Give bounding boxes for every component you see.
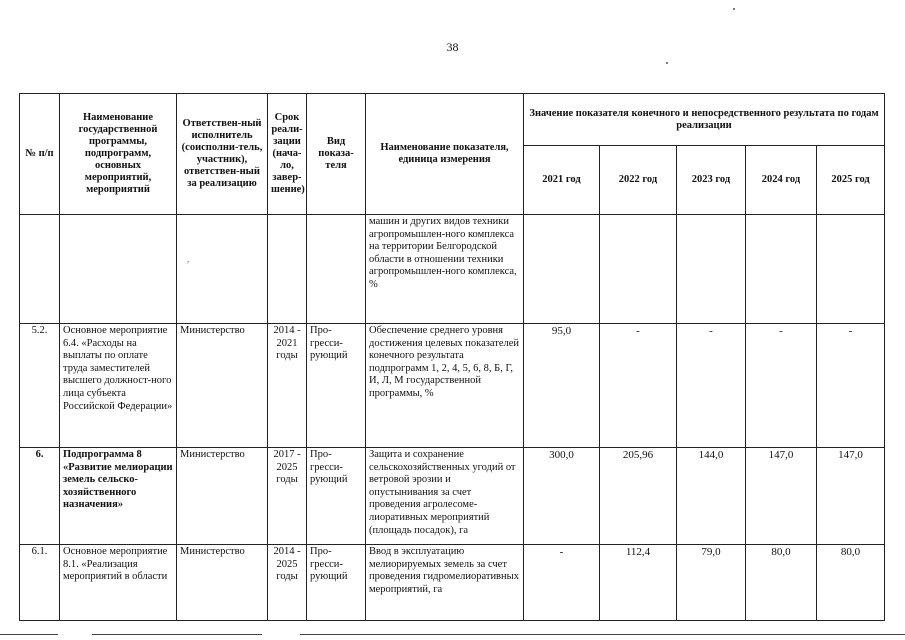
cell-value-2022 xyxy=(600,215,677,324)
header-indicator: Наименование показателя, единица измерения xyxy=(366,94,524,215)
cell-type: Про-гресси-рующий xyxy=(307,448,366,545)
header-type: Вид показа-теля xyxy=(307,94,366,215)
scan-edge-line xyxy=(300,634,905,635)
cell-num: 6.1. xyxy=(20,545,60,621)
cell-term: 2014 - 2025 годы xyxy=(268,545,307,621)
cell-indicator: Ввод в эксплуатацию мелиорируемых земель за счет проведения гидромелиоративных мероприятий, га xyxy=(366,545,524,621)
page-number: 38 xyxy=(446,40,459,54)
cell-num: 5.2. xyxy=(20,324,60,448)
cell-num: 6. xyxy=(20,448,60,545)
header-year-2025: 2025 год xyxy=(817,146,885,215)
scan-edge-line xyxy=(0,634,58,635)
header-num: № п/п xyxy=(20,94,60,215)
scan-speck xyxy=(733,8,735,10)
indicator-table xyxy=(19,93,885,621)
cell-value-2024: 147,0 xyxy=(746,448,817,545)
cell-executor: Министерство xyxy=(177,324,268,448)
table-row xyxy=(20,448,885,545)
header-values-group: Значение показателя конечного и непосредственного результата по годам реализации xyxy=(524,94,885,146)
cell-term: 2017 - 2025 годы xyxy=(268,448,307,545)
cell-value-2024: - xyxy=(746,324,817,448)
cell-executor: Министерство xyxy=(177,448,268,545)
cell-term: 2014 - 2021 годы xyxy=(268,324,307,448)
cell-type xyxy=(307,215,366,324)
table-header-row xyxy=(20,94,885,146)
cell-indicator: машин и других видов техники агропромышлен-ного комплекса на территории Белгородской области в отношении техники агропромышлен-ного комплекса, % xyxy=(366,215,524,324)
cell-name: Подпрограмма 8 «Развитие мелиорации земель сельско-хозяйственного назначения» xyxy=(60,448,177,545)
cell-value-2023: 144,0 xyxy=(677,448,746,545)
cell-value-2021 xyxy=(524,215,600,324)
scan-mark: , xyxy=(187,254,190,264)
cell-executor xyxy=(177,215,268,324)
cell-term xyxy=(268,215,307,324)
header-year-2023: 2023 год xyxy=(677,146,746,215)
cell-value-2022: - xyxy=(600,324,677,448)
cell-name: Основное мероприятие 8.1. «Реализация мероприятий в области xyxy=(60,545,177,621)
cell-value-2025: - xyxy=(817,324,885,448)
header-term: Срок реали-зации (нача-ло, завер-шение) xyxy=(268,94,307,215)
cell-value-2021: 95,0 xyxy=(524,324,600,448)
cell-indicator: Обеспечение среднего уровня достижения целевых показателей конечного результата подпрограмм 1, 2, 4, 5, 6, 8, Б, Г, И, Л, М государственной программы, % xyxy=(366,324,524,448)
cell-value-2024: 80,0 xyxy=(746,545,817,621)
cell-value-2025 xyxy=(817,215,885,324)
cell-name: Основное мероприятие 6.4. «Расходы на выплаты по оплате труда заместителей высшего должност-ного лица субъекта Российской Федерации» xyxy=(60,324,177,448)
table-row xyxy=(20,215,885,324)
cell-type: Про-гресси-рующий xyxy=(307,324,366,448)
scan-edge-line xyxy=(92,634,262,635)
cell-indicator: Защита и сохранение сельскохозяйственных угодий от ветровой эрозии и опустынивания за счет проведения агролесоме-лиоративных мероприятий (площадь посадок), га xyxy=(366,448,524,545)
cell-value-2023 xyxy=(677,215,746,324)
cell-value-2025: 147,0 xyxy=(817,448,885,545)
cell-name xyxy=(60,215,177,324)
cell-value-2022: 205,96 xyxy=(600,448,677,545)
cell-value-2022: 112,4 xyxy=(600,545,677,621)
scan-speck xyxy=(666,62,668,64)
cell-value-2023: 79,0 xyxy=(677,545,746,621)
cell-executor: Министерство xyxy=(177,545,268,621)
header-year-2022: 2022 год xyxy=(600,146,677,215)
header-name: Наименование государственной программы, подпрограмм, основных мероприятий, мероприятий xyxy=(60,94,177,215)
cell-num xyxy=(20,215,60,324)
header-executor: Ответствен-ный исполнитель (соисполни-тель, участник), ответствен-ный за реализацию xyxy=(177,94,268,215)
cell-value-2023: - xyxy=(677,324,746,448)
cell-value-2024 xyxy=(746,215,817,324)
cell-type: Про-гресси-рующий xyxy=(307,545,366,621)
header-year-2024: 2024 год xyxy=(746,146,817,215)
table-row xyxy=(20,324,885,448)
cell-value-2021: - xyxy=(524,545,600,621)
cell-value-2021: 300,0 xyxy=(524,448,600,545)
header-year-2021: 2021 год xyxy=(524,146,600,215)
table-row xyxy=(20,545,885,621)
cell-value-2025: 80,0 xyxy=(817,545,885,621)
